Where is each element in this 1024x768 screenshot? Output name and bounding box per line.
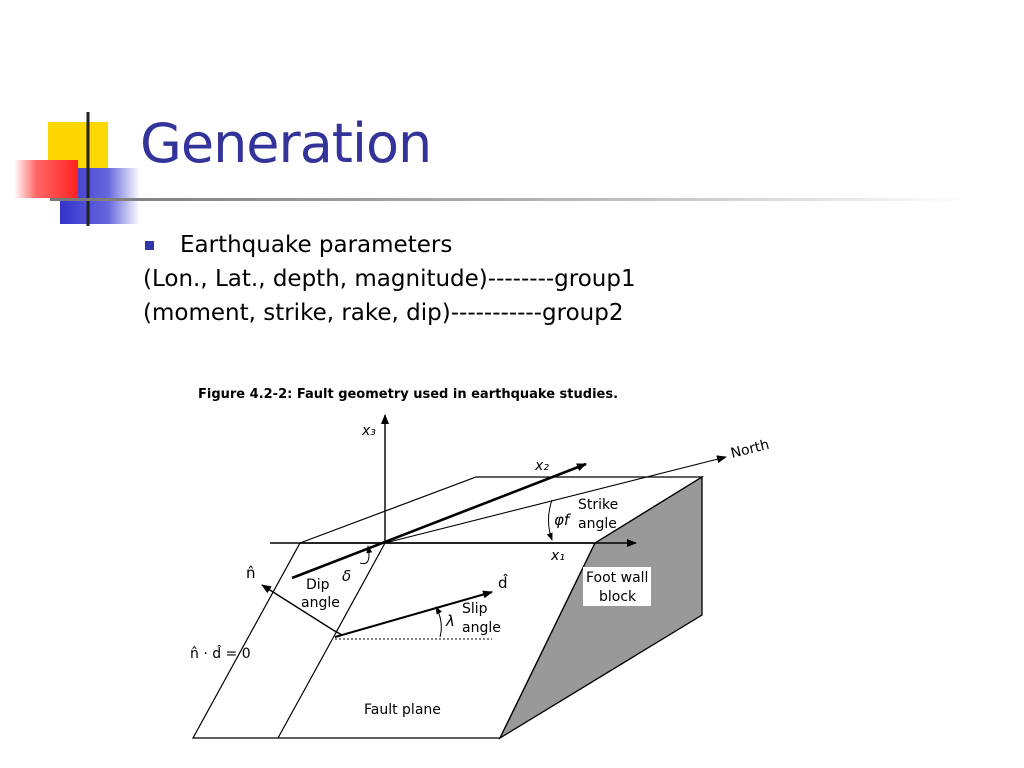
strike-angle-arc [549, 500, 553, 540]
slip-label-line1: Slip [462, 601, 488, 617]
x1-label: x₁ [551, 548, 565, 564]
phi-label: φf [554, 511, 570, 529]
footwall-label-line1: Foot wall [586, 570, 649, 586]
x3-label: x₃ [362, 423, 376, 439]
fault-plane-edge-line [278, 638, 333, 738]
figure-caption: Figure 4.2-2: Fault geometry used in earthquake studies. [198, 387, 619, 402]
nd-zero-label: n̂ · d̂ = 0 [190, 646, 251, 662]
parameter-group1-line: (Lon., Lat., depth, magnitude)--------group1 [143, 266, 636, 292]
fault-plane-label: Fault plane [364, 702, 441, 718]
delta-label: δ [342, 567, 352, 585]
strike-label-line2: angle [578, 516, 617, 532]
strike-label-line1: Strike [578, 497, 619, 513]
x2-strike-vector [292, 464, 586, 578]
dip-label-line2: angle [301, 595, 340, 611]
footwall-label-line2: block [599, 589, 637, 605]
n-hat-label: n̂ [246, 564, 256, 582]
parameter-group2-line: (moment, strike, rake, dip)-----------group2 [143, 300, 624, 326]
slide-title: Generation [140, 112, 432, 175]
north-label: North [729, 436, 771, 462]
slip-label-line2: angle [462, 620, 501, 636]
d-hat-label: d̂ [498, 574, 508, 592]
slip-angle-arc [436, 607, 441, 637]
bullet-text: Earthquake parameters [180, 232, 453, 258]
dip-label-line1: Dip [306, 577, 330, 593]
fault-plane-edge-line [333, 543, 385, 638]
x2-label: x₂ [535, 458, 549, 474]
lambda-label: λ [446, 612, 455, 630]
